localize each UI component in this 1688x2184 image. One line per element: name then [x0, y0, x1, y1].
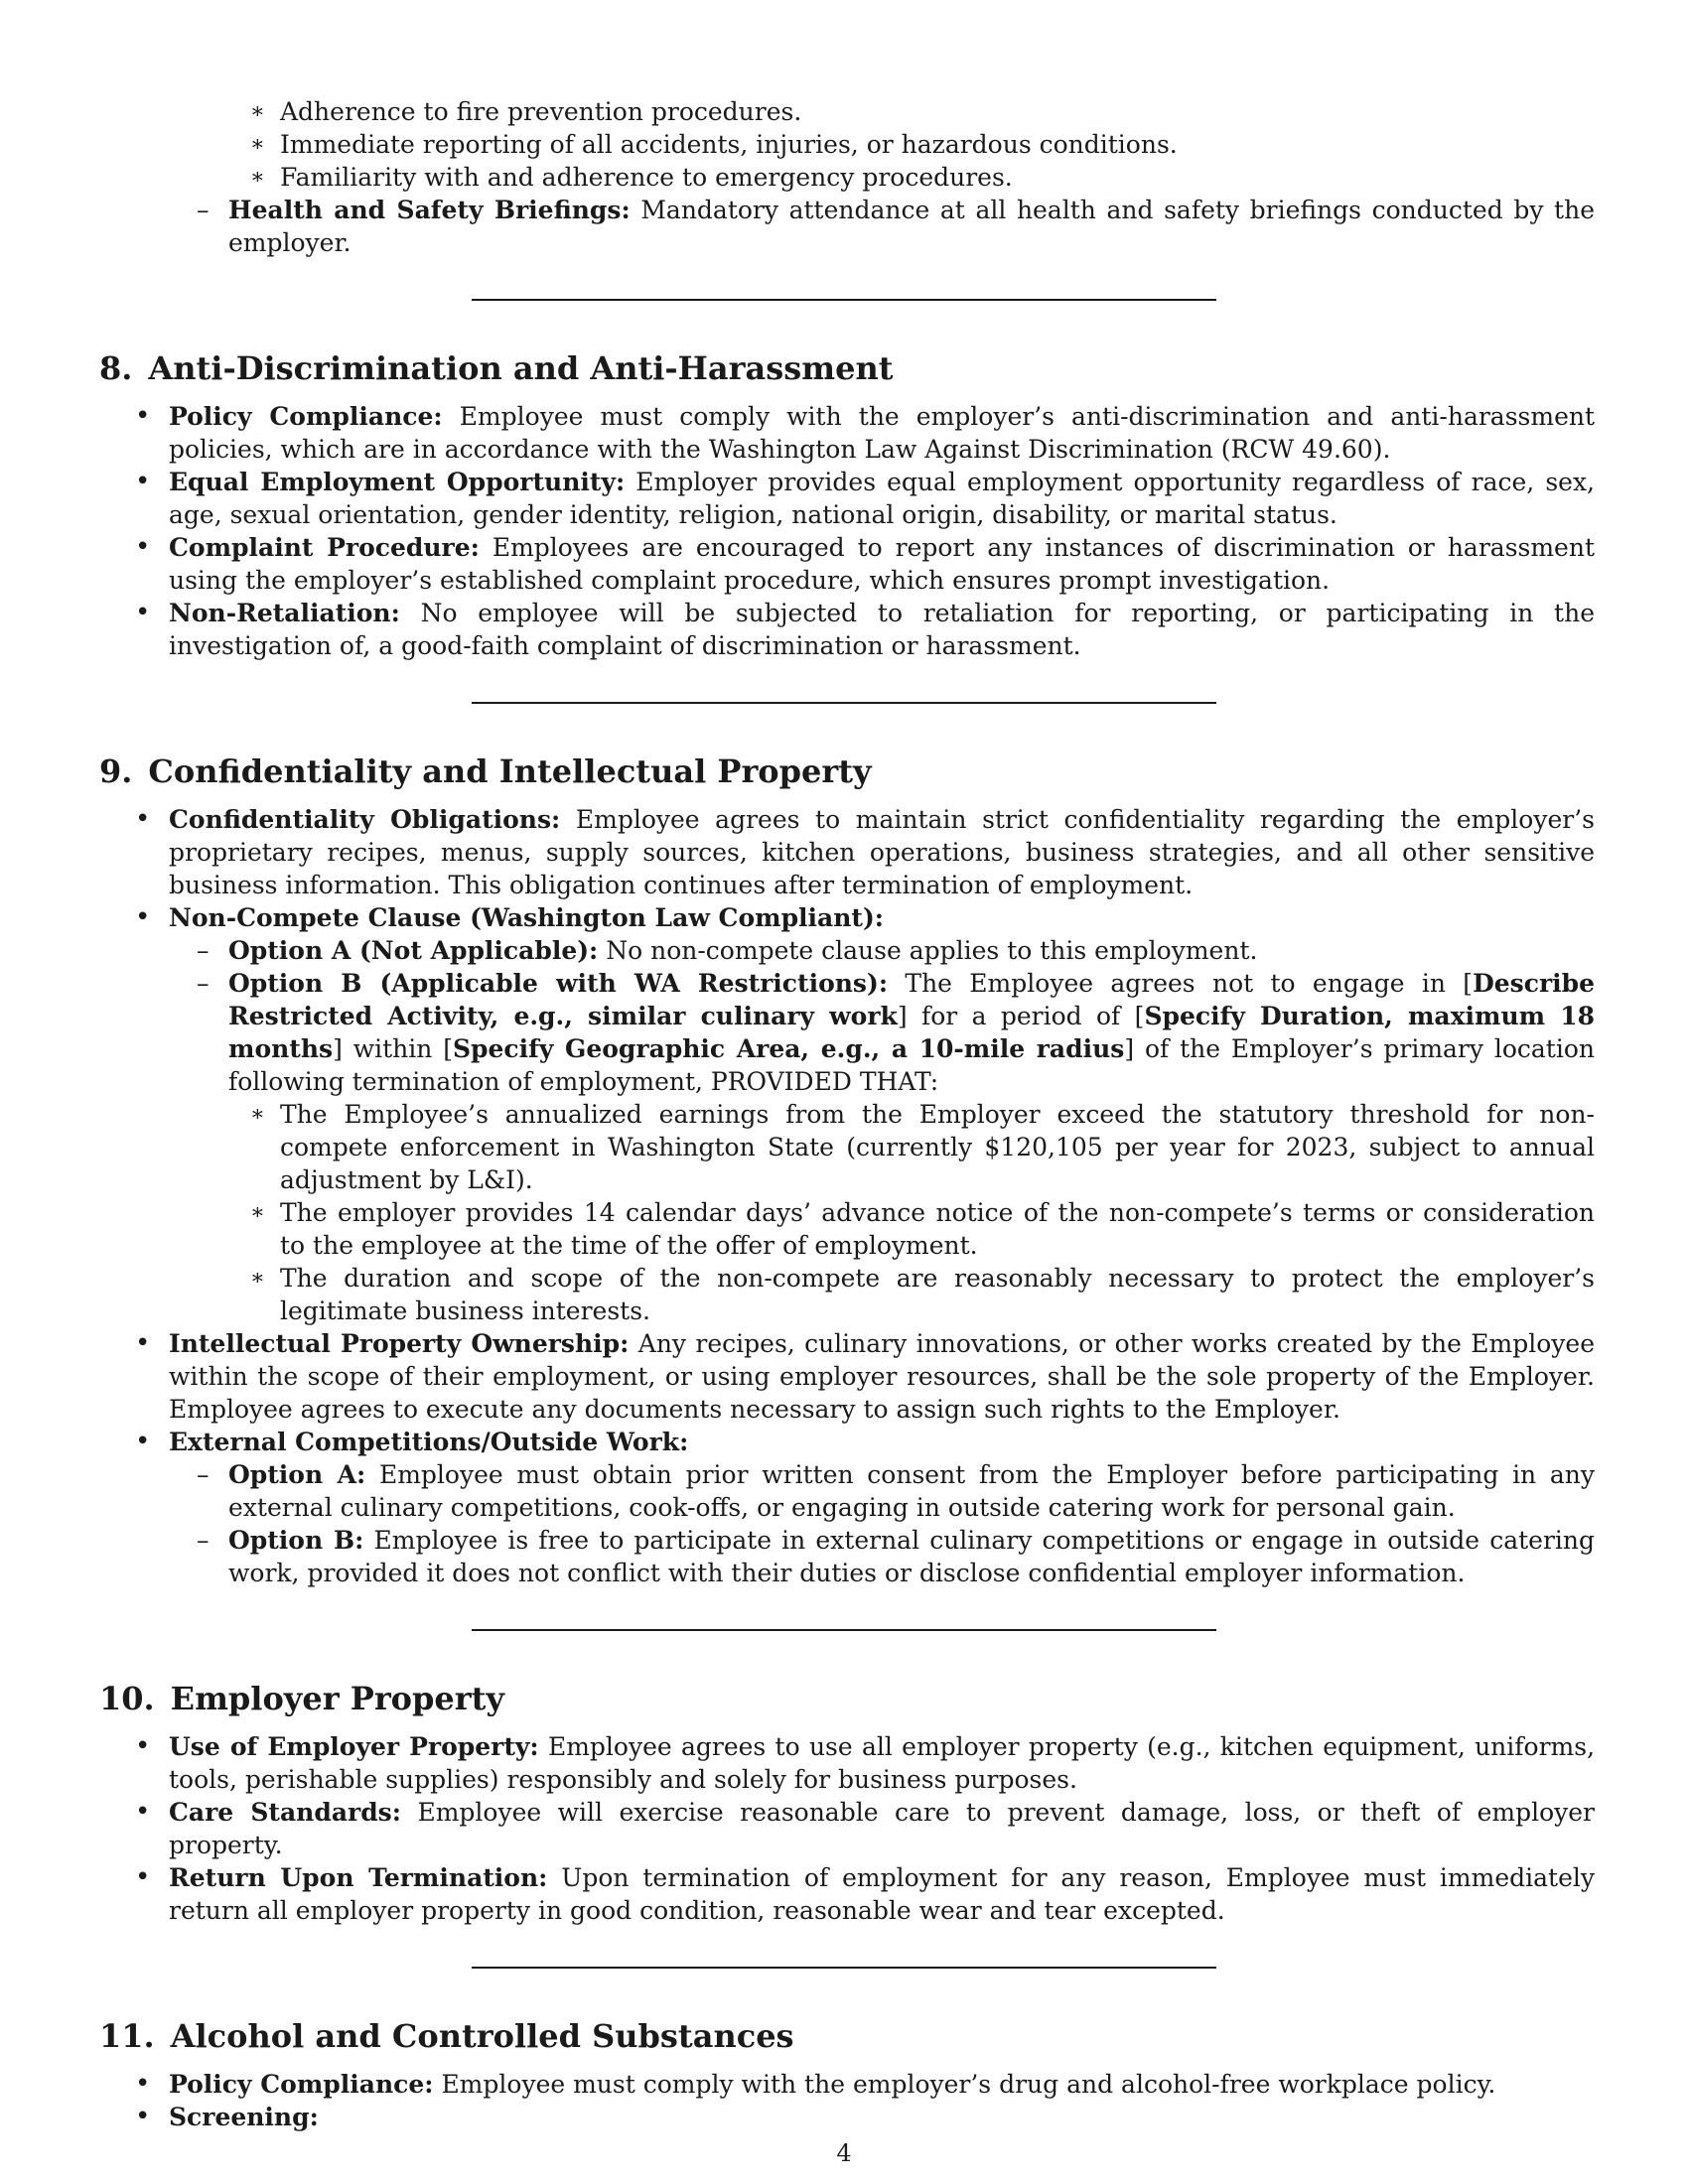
- dash-bullet: –: [197, 1526, 210, 1555]
- bullet-dot: •: [135, 1862, 151, 1892]
- list-item: – Option A (Not Applicable): No non-compete clause applies to this employment.: [197, 936, 1258, 965]
- bullet-dot: •: [135, 804, 151, 834]
- list-item: • External Competitions/Outside Work:: [135, 1427, 689, 1456]
- list-item: – Option B: Employee is free to participate in external culinary competitions or engage in outside catering work, provided it does not conflict with their duties or disclose confidential employer information.: [197, 1526, 1596, 1587]
- section-divider: [472, 1967, 1216, 1969]
- section-heading: 8. Anti-Discrimination and Anti-Harassment: [99, 349, 894, 387]
- bullet-dot: •: [135, 598, 151, 627]
- bullet-dot: •: [135, 1797, 151, 1827]
- list-item: – Option B (Applicable with WA Restrictions): The Employee agrees not to engage in [Describe Restricted Activity, e.g., similar culinary work] for a period of [Specify Duration, maximum 18 months] within [Specify Geographic Area, e.g., a 10-mile radius] of the Employer’s primary location following termination of employment, PROVIDED THAT:: [197, 969, 1595, 1096]
- bullet-dot: •: [135, 2069, 151, 2099]
- list-item: • Confidentiality Obligations: Employee agrees to maintain strict confidentiality regarding the employer’s proprietary recipes, menus, supply sources, kitchen operations, business strategies, and all other sensitive business information. This obligation continues after termination of employment.: [135, 804, 1595, 899]
- list-item: • Equal Employment Opportunity: Employer provides equal employment opportunity regardless of race, sex, age, sexual orientation, gender identity, religion, national origin, disability, or marital status.: [135, 467, 1595, 529]
- list-item: ∗ Familiarity with and adherence to emergency procedures.: [250, 163, 1013, 192]
- dash-bullet: –: [197, 969, 210, 998]
- asterisk-bullet: ∗: [250, 165, 265, 190]
- list-item: • Non-Compete Clause (Washington Law Compliant):: [135, 902, 885, 932]
- asterisk-bullet: ∗: [250, 132, 265, 157]
- section-divider: [472, 299, 1216, 301]
- bullet-dot: •: [135, 1731, 151, 1761]
- bullet-list: [99, 400, 1595, 662]
- bullet-dot: •: [135, 1427, 151, 1456]
- section-heading: 9. Confidentiality and Intellectual Property: [99, 752, 872, 790]
- list-item: • Complaint Procedure: Employees are encouraged to report any instances of discrimination or harassment using the employer’s established complaint procedure, which ensures prompt investigation.: [135, 532, 1595, 595]
- dash-bullet: –: [197, 196, 210, 224]
- list-item: ∗ The employer provides 14 calendar days’ advance notice of the non-compete’s terms or consideration to the employee at the time of the offer of employment.: [250, 1198, 1595, 1260]
- section-heading: 11. Alcohol and Controlled Substances: [99, 2017, 794, 2055]
- bullet-dot: •: [135, 401, 151, 431]
- list-item: – Option A: Employee must obtain prior written consent from the Employer before participating in any external culinary competitions, cook-offs, or engaging in outside catering work for personal gain.: [197, 1460, 1595, 1522]
- asterisk-bullet: ∗: [250, 1266, 265, 1291]
- section-divider: [472, 702, 1216, 704]
- list-item: ∗ The Employee’s annualized earnings from the Employer exceed the statutory threshold for non-compete enforcement in Washington State (currently $120,105 per year for 2023, subject to annual adjustment by L&I).: [250, 1100, 1595, 1194]
- list-item: • Screening:: [135, 2102, 319, 2131]
- list-item: • Care Standards: Employee will exercise reasonable care to prevent damage, loss, or theft of employer property.: [135, 1797, 1595, 1859]
- section-heading: 10. Employer Property: [99, 1680, 504, 1717]
- asterisk-bullet: ∗: [250, 99, 265, 124]
- section-divider: [472, 1629, 1216, 1631]
- bullet-dot: •: [135, 532, 151, 562]
- asterisk-bullet: ∗: [250, 1102, 265, 1127]
- list-item: ∗ Immediate reporting of all accidents, injuries, or hazardous conditions.: [250, 130, 1178, 159]
- bullet-list: [99, 803, 1595, 1589]
- list-item: • Policy Compliance: Employee must comply with the employer’s drug and alcohol-free workplace policy.: [135, 2069, 1496, 2099]
- list-item: • Return Upon Termination: Upon termination of employment for any reason, Employee must immediately return all employer property in good condition, reasonable wear and tear excepted.: [135, 1862, 1596, 1925]
- dash-bullet: –: [197, 1460, 210, 1489]
- list-item: • Policy Compliance: Employee must comply with the employer’s anti-discrimination and anti-harassment policies, which are in accordance with the Washington Law Against Discrimination (RCW 49.60).: [135, 401, 1596, 464]
- bullet-list: [99, 2068, 1595, 2133]
- bullet-dot: •: [135, 1328, 151, 1358]
- dash-bullet: –: [197, 936, 210, 965]
- list-item: • Intellectual Property Ownership: Any recipes, culinary innovations, or other works created by the Employee within the scope of their employment, or using employer resources, shall be the sole property of the Employer. Employee agrees to execute any documents necessary to assign such rights to the Employer.: [135, 1328, 1595, 1424]
- list-item: – Health and Safety Briefings: Mandatory attendance at all health and safety briefings conducted by the employer.: [197, 196, 1595, 257]
- bullet-dot: •: [135, 902, 151, 932]
- page-content: [99, 95, 1595, 2133]
- bullet-dot: •: [135, 2102, 151, 2131]
- list-item: • Non-Retaliation: No employee will be subjected to retaliation for reporting, or participating in the investigation of, a good-faith complaint of discrimination or harassment.: [135, 598, 1595, 660]
- list-item: ∗ Adherence to fire prevention procedures.: [250, 97, 802, 126]
- bullet-list: [99, 1730, 1595, 1927]
- list-item: ∗ The duration and scope of the non-compete are reasonably necessary to protect the employer’s legitimate business interests.: [250, 1264, 1595, 1325]
- page-number: 4: [836, 2139, 852, 2167]
- bullet-dot: •: [135, 467, 151, 496]
- asterisk-bullet: ∗: [250, 1200, 265, 1225]
- list-item: • Use of Employer Property: Employee agrees to use all employer property (e.g., kitchen equipment, uniforms, tools, perishable supplies) responsibly and solely for business purposes.: [135, 1731, 1596, 1794]
